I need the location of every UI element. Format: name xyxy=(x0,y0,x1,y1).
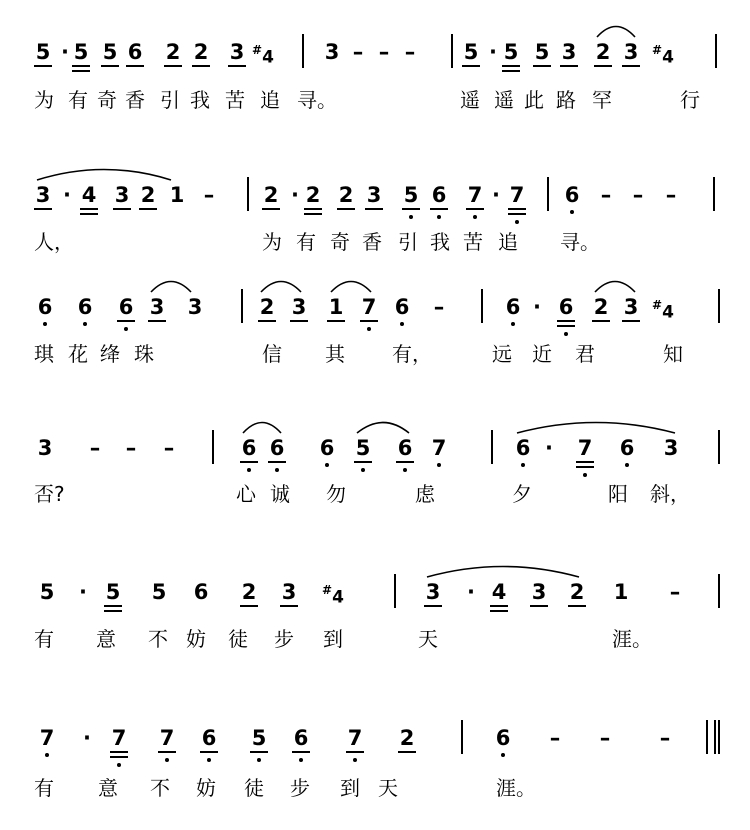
low-octave-dot xyxy=(501,753,505,757)
note: 3 xyxy=(229,40,245,64)
lyric-syllable: 罕 xyxy=(592,88,612,112)
note: 6 xyxy=(269,436,285,460)
dash-extension: – xyxy=(659,726,671,750)
low-octave-dot xyxy=(353,758,357,762)
lyric-syllable: 远 xyxy=(492,342,512,366)
lyric-syllable: 知 xyxy=(663,342,683,366)
barline xyxy=(547,177,549,211)
slur-arc xyxy=(260,277,302,293)
lyric-syllable: 到 xyxy=(323,627,343,651)
barline xyxy=(461,720,463,754)
lyric-syllable: 否? xyxy=(34,482,65,506)
dash-extension: – xyxy=(599,726,611,750)
barline xyxy=(718,574,720,608)
duration-underline xyxy=(365,208,383,210)
lyric-syllable: 不 xyxy=(150,776,170,800)
lyric-syllable: 为 xyxy=(262,230,282,254)
note: 7 xyxy=(577,436,593,460)
duration-underline xyxy=(80,213,98,215)
lyric-syllable: 遥 xyxy=(494,88,514,112)
duration-underline xyxy=(258,320,276,322)
duration-underline xyxy=(346,751,364,753)
duration-underline xyxy=(490,605,508,607)
low-octave-dot xyxy=(207,758,211,762)
low-octave-dot xyxy=(409,215,413,219)
note: 6 xyxy=(201,726,217,750)
low-octave-dot xyxy=(124,327,128,331)
duration-underline xyxy=(148,320,166,322)
duration-underline xyxy=(530,605,548,607)
duration-underline xyxy=(430,208,448,210)
note: 4 xyxy=(81,183,97,207)
note: 3 xyxy=(37,436,53,460)
lyric-syllable: 步 xyxy=(290,776,310,800)
lyric-syllable: 不 xyxy=(148,627,168,651)
duration-underline xyxy=(557,325,575,327)
barline xyxy=(718,430,720,464)
lyric-syllable: 有 xyxy=(296,230,316,254)
note: 5 xyxy=(73,40,89,64)
dot-augmentation: · xyxy=(83,726,91,750)
lyric-syllable: 阳 xyxy=(608,482,628,506)
barline xyxy=(394,574,396,608)
low-octave-dot xyxy=(299,758,303,762)
note: 2 xyxy=(399,726,415,750)
slur-arc xyxy=(36,165,172,181)
note: 6 xyxy=(495,726,511,750)
barline xyxy=(241,289,243,323)
lyric-syllable: 心 xyxy=(236,482,256,506)
duration-underline xyxy=(304,208,322,210)
lyric-syllable: 意 xyxy=(96,627,116,651)
low-octave-dot xyxy=(43,322,47,326)
note: 5 xyxy=(503,40,519,64)
lyric-syllable: 近 xyxy=(532,342,552,366)
note: 3 xyxy=(561,40,577,64)
note: 2 xyxy=(593,295,609,319)
duration-underline xyxy=(104,610,122,612)
duration-underline xyxy=(113,208,131,210)
low-octave-dot xyxy=(247,468,251,472)
low-octave-dot xyxy=(83,322,87,326)
slur-arc xyxy=(594,277,636,293)
lyric-syllable: 珠 xyxy=(134,342,154,366)
note: 7 xyxy=(361,295,377,319)
duration-underline xyxy=(117,320,135,322)
low-octave-dot xyxy=(511,322,515,326)
dot-augmentation: · xyxy=(467,580,475,604)
lyric-syllable: 步 xyxy=(274,627,294,651)
note: 3 xyxy=(623,40,639,64)
lyric-syllable: 香 xyxy=(362,230,382,254)
lyric-syllable: 有 xyxy=(34,776,54,800)
lyric-syllable: 有 xyxy=(68,88,88,112)
note: 2 xyxy=(263,183,279,207)
low-octave-dot xyxy=(117,763,121,767)
low-octave-dot xyxy=(45,753,49,757)
lyric-syllable: 徒 xyxy=(228,627,248,651)
dot-augmentation: · xyxy=(533,295,541,319)
lyric-syllable: 君 xyxy=(575,342,595,366)
barline xyxy=(718,720,720,754)
barline xyxy=(481,289,483,323)
dash-extension: – xyxy=(433,295,445,319)
slur-arc xyxy=(356,418,410,434)
note: 6 xyxy=(241,436,257,460)
note: 6 xyxy=(127,40,143,64)
note: 7 xyxy=(347,726,363,750)
barline xyxy=(247,177,249,211)
dot-augmentation: · xyxy=(63,183,71,207)
lyric-syllable: 寻。 xyxy=(560,230,600,254)
lyric-syllable: 涯。 xyxy=(612,627,652,651)
lyric-syllable: 行 xyxy=(680,88,700,112)
duration-underline xyxy=(360,320,378,322)
lyric-syllable: 虑 xyxy=(415,482,435,506)
lyric-syllable: 到 xyxy=(340,776,360,800)
note: 5 xyxy=(35,40,51,64)
dot-augmentation: · xyxy=(489,40,497,64)
low-octave-dot xyxy=(275,468,279,472)
sharp-sign: # xyxy=(652,298,663,312)
dash-extension: – xyxy=(203,183,215,207)
low-octave-dot xyxy=(257,758,261,762)
duration-underline xyxy=(568,605,586,607)
lyric-syllable: 此 xyxy=(524,88,544,112)
dash-extension: – xyxy=(378,40,390,64)
note: 5 xyxy=(105,580,121,604)
duration-underline xyxy=(576,466,594,468)
dash-extension: – xyxy=(632,183,644,207)
note: 6 xyxy=(558,295,574,319)
duration-underline xyxy=(337,208,355,210)
lyric-syllable: 绛 xyxy=(100,342,120,366)
dash-extension: – xyxy=(600,183,612,207)
note: 6 xyxy=(394,295,410,319)
lyric-syllable: 奇 xyxy=(97,88,117,112)
duration-underline xyxy=(424,605,442,607)
duration-underline xyxy=(592,320,610,322)
note: 5 xyxy=(251,726,267,750)
low-octave-dot xyxy=(570,210,574,214)
note: 7 xyxy=(509,183,525,207)
dot-augmentation: · xyxy=(291,183,299,207)
lyric-syllable: 天 xyxy=(378,776,398,800)
low-octave-dot xyxy=(325,463,329,467)
note: 5 xyxy=(355,436,371,460)
low-octave-dot xyxy=(437,463,441,467)
note: 6 xyxy=(505,295,521,319)
note: 5 xyxy=(102,40,118,64)
lyric-syllable: 妨 xyxy=(196,776,216,800)
note: 7 xyxy=(159,726,175,750)
duration-underline xyxy=(508,208,526,210)
note: 3 xyxy=(663,436,679,460)
note: 6 xyxy=(619,436,635,460)
note: 2 xyxy=(569,580,585,604)
lyric-syllable: 引 xyxy=(160,88,180,112)
dot-augmentation: · xyxy=(61,40,69,64)
lyric-syllable: 路 xyxy=(556,88,576,112)
duration-underline xyxy=(576,461,594,463)
low-octave-dot xyxy=(165,758,169,762)
note: 1 xyxy=(328,295,344,319)
note: 7 xyxy=(39,726,55,750)
lyric-syllable: 苦 xyxy=(225,88,245,112)
lyric-syllable: 勿 xyxy=(326,482,346,506)
note: 2 xyxy=(259,295,275,319)
barline xyxy=(718,289,720,323)
low-octave-dot xyxy=(564,332,568,336)
dash-extension: – xyxy=(669,580,681,604)
slur-arc xyxy=(330,277,372,293)
low-octave-dot xyxy=(361,468,365,472)
lyric-syllable: 为 xyxy=(34,88,54,112)
lyric-syllable: 我 xyxy=(430,230,450,254)
note-digit: 4 xyxy=(262,47,274,68)
dash-extension: – xyxy=(352,40,364,64)
note: 6 xyxy=(293,726,309,750)
duration-underline xyxy=(354,461,372,463)
note: 6 xyxy=(37,295,53,319)
duration-underline xyxy=(110,751,128,753)
lyric-syllable: 有， xyxy=(392,342,432,366)
low-octave-dot xyxy=(583,473,587,477)
lyric-syllable: 意 xyxy=(98,776,118,800)
note-digit: 4 xyxy=(662,302,674,323)
dash-extension: – xyxy=(163,436,175,460)
note: 3 xyxy=(324,40,340,64)
duration-underline xyxy=(80,208,98,210)
lyric-syllable: 有 xyxy=(34,627,54,651)
note: 2 xyxy=(338,183,354,207)
duration-underline xyxy=(240,605,258,607)
low-octave-dot xyxy=(403,468,407,472)
note: 2 xyxy=(595,40,611,64)
duration-underline xyxy=(508,213,526,215)
low-octave-dot xyxy=(521,463,525,467)
lyric-syllable: 遥 xyxy=(460,88,480,112)
note: 2 xyxy=(165,40,181,64)
duration-underline xyxy=(250,751,268,753)
lyric-syllable: 诚 xyxy=(270,482,290,506)
low-octave-dot xyxy=(400,322,404,326)
note: 3 xyxy=(35,183,51,207)
note: 3 xyxy=(623,295,639,319)
lyric-syllable: 香 xyxy=(125,88,145,112)
lyric-syllable: 天 xyxy=(418,627,438,651)
duration-underline xyxy=(240,461,258,463)
note: 3 xyxy=(291,295,307,319)
sharp-sign: # xyxy=(322,583,333,597)
dash-extension: – xyxy=(549,726,561,750)
duration-underline xyxy=(110,756,128,758)
barline xyxy=(714,720,716,754)
slur-arc xyxy=(516,418,676,434)
note: 3 xyxy=(531,580,547,604)
note: 5 xyxy=(151,580,167,604)
barline xyxy=(706,720,708,754)
note: 6 xyxy=(319,436,335,460)
lyric-syllable: 苦 xyxy=(463,230,483,254)
note: 3 xyxy=(149,295,165,319)
dot-augmentation: · xyxy=(79,580,87,604)
duration-underline xyxy=(280,605,298,607)
duration-underline xyxy=(622,320,640,322)
note: 7 xyxy=(431,436,447,460)
note: 2 xyxy=(140,183,156,207)
dash-extension: – xyxy=(404,40,416,64)
low-octave-dot xyxy=(625,463,629,467)
lyric-syllable: 追 xyxy=(260,88,280,112)
dash-extension: – xyxy=(125,436,137,460)
duration-underline xyxy=(34,208,52,210)
dash-extension: – xyxy=(89,436,101,460)
note: 1 xyxy=(613,580,629,604)
duration-underline xyxy=(398,751,416,753)
note: 6 xyxy=(193,580,209,604)
lyric-syllable: 琪 xyxy=(34,342,54,366)
note: 5 xyxy=(463,40,479,64)
slur-arc xyxy=(150,277,192,293)
lyric-syllable: 引 xyxy=(398,230,418,254)
note: 6 xyxy=(564,183,580,207)
note: 1 xyxy=(169,183,185,207)
duration-underline xyxy=(268,461,286,463)
duration-underline xyxy=(292,751,310,753)
slur-arc xyxy=(242,418,282,434)
note: 6 xyxy=(118,295,134,319)
note: 2 xyxy=(241,580,257,604)
note: 6 xyxy=(77,295,93,319)
sharp-four-note xyxy=(652,295,674,325)
lyric-syllable: 我 xyxy=(190,88,210,112)
sharp-four-note xyxy=(322,580,344,610)
lyric-syllable: 妨 xyxy=(186,627,206,651)
note: 2 xyxy=(193,40,209,64)
duration-underline xyxy=(396,461,414,463)
note-digit: 4 xyxy=(662,47,674,68)
lyric-syllable: 斜， xyxy=(650,482,690,506)
duration-underline xyxy=(290,320,308,322)
slur-arc xyxy=(426,562,580,578)
note: 3 xyxy=(425,580,441,604)
duration-underline xyxy=(490,610,508,612)
lyric-syllable: 花 xyxy=(68,342,88,366)
note: 6 xyxy=(515,436,531,460)
lyric-syllable: 夕 xyxy=(512,482,532,506)
barline xyxy=(713,177,715,211)
lyric-syllable: 追 xyxy=(498,230,518,254)
note: 3 xyxy=(366,183,382,207)
low-octave-dot xyxy=(367,327,371,331)
dot-augmentation: · xyxy=(545,436,553,460)
sharp-sign: # xyxy=(652,43,663,57)
note: 3 xyxy=(281,580,297,604)
duration-underline xyxy=(304,213,322,215)
lyric-syllable: 信 xyxy=(262,342,282,366)
duration-underline xyxy=(104,605,122,607)
duration-underline xyxy=(402,208,420,210)
note-digit: 4 xyxy=(332,587,344,608)
barline xyxy=(212,430,214,464)
note: 2 xyxy=(305,183,321,207)
note: 6 xyxy=(397,436,413,460)
duration-underline xyxy=(200,751,218,753)
barline xyxy=(491,430,493,464)
note: 4 xyxy=(491,580,507,604)
duration-underline xyxy=(262,208,280,210)
lyric-syllable: 涯。 xyxy=(496,776,536,800)
note: 7 xyxy=(467,183,483,207)
lyric-syllable: 人， xyxy=(34,230,74,254)
lyric-syllable: 其 xyxy=(325,342,345,366)
low-octave-dot xyxy=(473,215,477,219)
note: 5 xyxy=(403,183,419,207)
duration-underline xyxy=(158,751,176,753)
note: 7 xyxy=(111,726,127,750)
lyric-syllable: 奇 xyxy=(330,230,350,254)
duration-underline xyxy=(466,208,484,210)
lyric-syllable: 寻。 xyxy=(297,88,337,112)
duration-underline xyxy=(327,320,345,322)
dash-extension: – xyxy=(665,183,677,207)
duration-underline xyxy=(557,320,575,322)
dot-augmentation: · xyxy=(492,183,500,207)
low-octave-dot xyxy=(515,220,519,224)
sharp-sign: # xyxy=(252,43,263,57)
duration-underline xyxy=(139,208,157,210)
low-octave-dot xyxy=(437,215,441,219)
note: 3 xyxy=(187,295,203,319)
note: 3 xyxy=(114,183,130,207)
lyric-syllable: 徒 xyxy=(244,776,264,800)
note: 5 xyxy=(534,40,550,64)
note: 5 xyxy=(39,580,55,604)
note: 6 xyxy=(431,183,447,207)
